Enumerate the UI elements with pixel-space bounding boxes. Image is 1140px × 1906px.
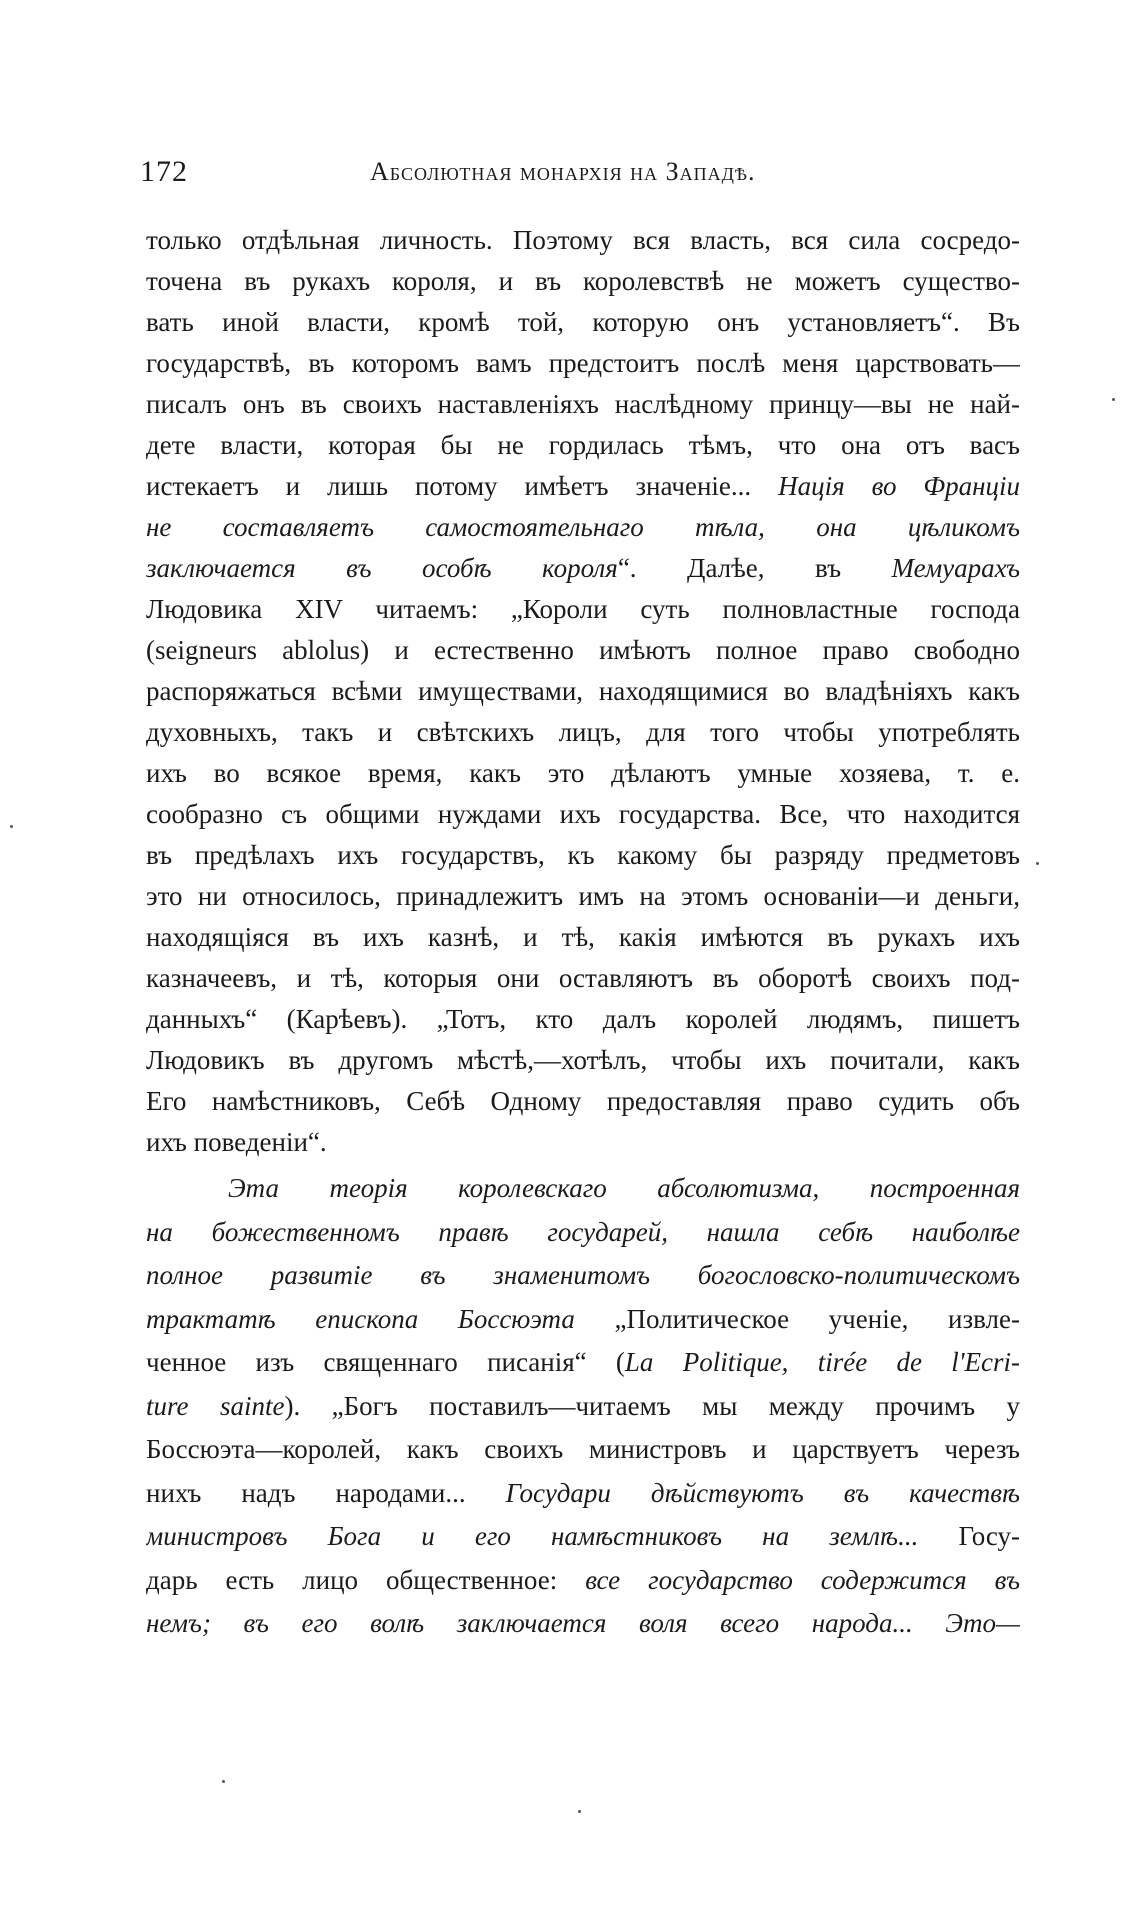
text-line [146, 1167, 1020, 1211]
text-line [146, 1298, 1020, 1342]
italic-text: полное развитіе въ знаменитомъ богословско-политическомъ [146, 1260, 1020, 1290]
text-line [146, 548, 1020, 589]
text-line [146, 1081, 1020, 1122]
text-line [146, 835, 1020, 876]
text-segment: распоряжаться всѣми имуществами, находящимися во владѣніяхъ какъ [146, 676, 1020, 706]
text-line [146, 466, 1020, 507]
text-line [146, 1040, 1020, 1081]
scan-speck [1036, 862, 1039, 865]
italic-text: заключается въ особѣ короля [146, 553, 618, 583]
scan-speck [578, 1810, 581, 1813]
text-line [146, 794, 1020, 835]
text-segment: “. Далѣе, въ [617, 553, 892, 583]
text-segment: это ни относилось, принадлежитъ имъ на этомъ основаніи—и деньги, [146, 881, 1020, 911]
text-line [146, 1122, 1020, 1163]
text-line [146, 261, 1020, 302]
italic-text: министровъ Бога и его намѣстниковъ на землѣ... [146, 1521, 919, 1551]
text-segment: дарь есть лицо общественное: [146, 1564, 586, 1595]
text-line [146, 425, 1020, 466]
text-segment: Людовикъ въ другомъ мѣстѣ,—хотѣлъ, чтобы ихъ почитали, какъ [146, 1045, 1020, 1075]
paragraph-2 [146, 1167, 1020, 1646]
scan-speck [1112, 398, 1115, 401]
text-segment: въ предѣлахъ ихъ государствъ, къ какому бы разряду предметовъ [146, 840, 1020, 870]
text-segment: духовныхъ, такъ и свѣтскихъ лицъ, для того чтобы употреблять [146, 717, 1020, 747]
text-line [146, 302, 1020, 343]
text-segment: ихъ во всякое время, какъ это дѣлаютъ умные хозяева, т. е. [146, 758, 1020, 788]
text-segment: ченное изъ священнаго писанія“ ( [146, 1347, 625, 1377]
text-line [146, 1211, 1020, 1255]
text-segment: Его намѣстниковъ, Себѣ Одному предоставляя право судить объ [146, 1086, 1020, 1116]
italic-text: трактатѣ епископа Боссюэта [146, 1303, 575, 1334]
text-segment: (seigneurs ablolus) и естественно имѣютъ полное право свободно [146, 635, 1020, 665]
text-line [146, 917, 1020, 958]
text-segment: писалъ онъ въ своихъ наставленіяхъ наслѣдному принцу—вы не най- [146, 389, 1020, 419]
text-segment: ихъ поведеніи“. [146, 1127, 327, 1157]
scan-speck [10, 825, 13, 828]
italic-text: не составляетъ самостоятельнаго тѣла, она цѣликомъ [146, 512, 1020, 542]
text-segment: находящіяся въ ихъ казнѣ, и тѣ, какія имѣются въ рукахъ ихъ [146, 922, 1020, 952]
page-number: 172 [140, 155, 188, 188]
italic-text: все государство содержится въ [585, 1564, 1020, 1595]
text-segment: дете власти, которая бы не гордилась тѣмъ, что она отъ васъ [146, 430, 1020, 460]
running-title: Абсолютная монархія на Западѣ. [370, 157, 756, 186]
text-line [146, 1254, 1020, 1298]
text-line [146, 876, 1020, 917]
text-segment: вать иной власти, кромѣ той, которую онъ установляетъ“. Въ [146, 307, 1020, 337]
text-segment: точена въ рукахъ короля, и въ королевствѣ не можетъ существо- [146, 266, 1020, 296]
text-line [146, 507, 1020, 548]
page-header [140, 155, 1020, 195]
italic-text: Мемуарахъ [891, 553, 1020, 583]
text-segment: ). „Богъ поставилъ—читаемъ мы между прочимъ у [284, 1390, 1020, 1421]
italic-text: Эта теорія королевскаго абсолютизма, построенная [228, 1173, 1020, 1203]
text-line [146, 220, 1020, 261]
text-line [146, 384, 1020, 425]
text-line [146, 999, 1020, 1040]
text-line [146, 1515, 1020, 1559]
text-segment: только отдѣльная личность. Поэтому вся власть, вся сила сосредо- [146, 225, 1020, 255]
text-segment: государствѣ, въ которомъ вамъ предстоитъ послѣ меня царствовать— [146, 348, 1020, 378]
text-segment: Людовика XIV читаемъ: „Короли суть полновластные господа [146, 594, 1020, 624]
text-segment: сообразно съ общими нуждами ихъ государства. Все, что находится [146, 799, 1020, 829]
text-line [146, 712, 1020, 753]
text-line [146, 1602, 1020, 1646]
text-line [146, 343, 1020, 384]
italic-text: Нація во Франціи [778, 471, 1020, 501]
text-line [146, 958, 1020, 999]
text-segment: Боссюэта—королей, какъ своихъ министровъ и царствуетъ черезъ [146, 1434, 1020, 1464]
text-line [146, 589, 1020, 630]
text-line [146, 1428, 1020, 1472]
text-segment: истекаетъ и лишь потому имѣетъ значеніе... [146, 471, 779, 501]
text-line [146, 1385, 1020, 1429]
text-line [146, 671, 1020, 712]
text-line [146, 1341, 1020, 1385]
paragraph-1 [146, 220, 1020, 1163]
italic-text: La Politique, tirée de l'Ecri- [624, 1347, 1020, 1377]
italic-text: на божественномъ правѣ государей, нашла себѣ наиболѣе [146, 1216, 1020, 1247]
italic-text: Государи дѣйствуютъ въ качествѣ [505, 1477, 1020, 1508]
text-segment: нихъ надъ народами... [146, 1477, 506, 1508]
body-text [146, 220, 1020, 1646]
italic-text: ture sainte [146, 1390, 285, 1421]
italic-text: немъ; въ его волѣ заключается воля всего народа... Это— [146, 1608, 1020, 1638]
text-segment: данныхъ“ (Карѣевъ). „Тотъ, кто далъ королей людямъ, пишетъ [146, 1004, 1020, 1034]
text-line [146, 753, 1020, 794]
text-line [146, 1559, 1020, 1603]
text-segment: казначеевъ, и тѣ, которыя они оставляютъ въ оборотѣ своихъ под- [146, 963, 1020, 993]
text-segment: „Политическое ученіе, извле- [574, 1303, 1020, 1334]
text-segment: Госу- [918, 1521, 1020, 1551]
scan-speck [222, 1780, 225, 1783]
text-line [146, 1472, 1020, 1516]
text-line [146, 630, 1020, 671]
